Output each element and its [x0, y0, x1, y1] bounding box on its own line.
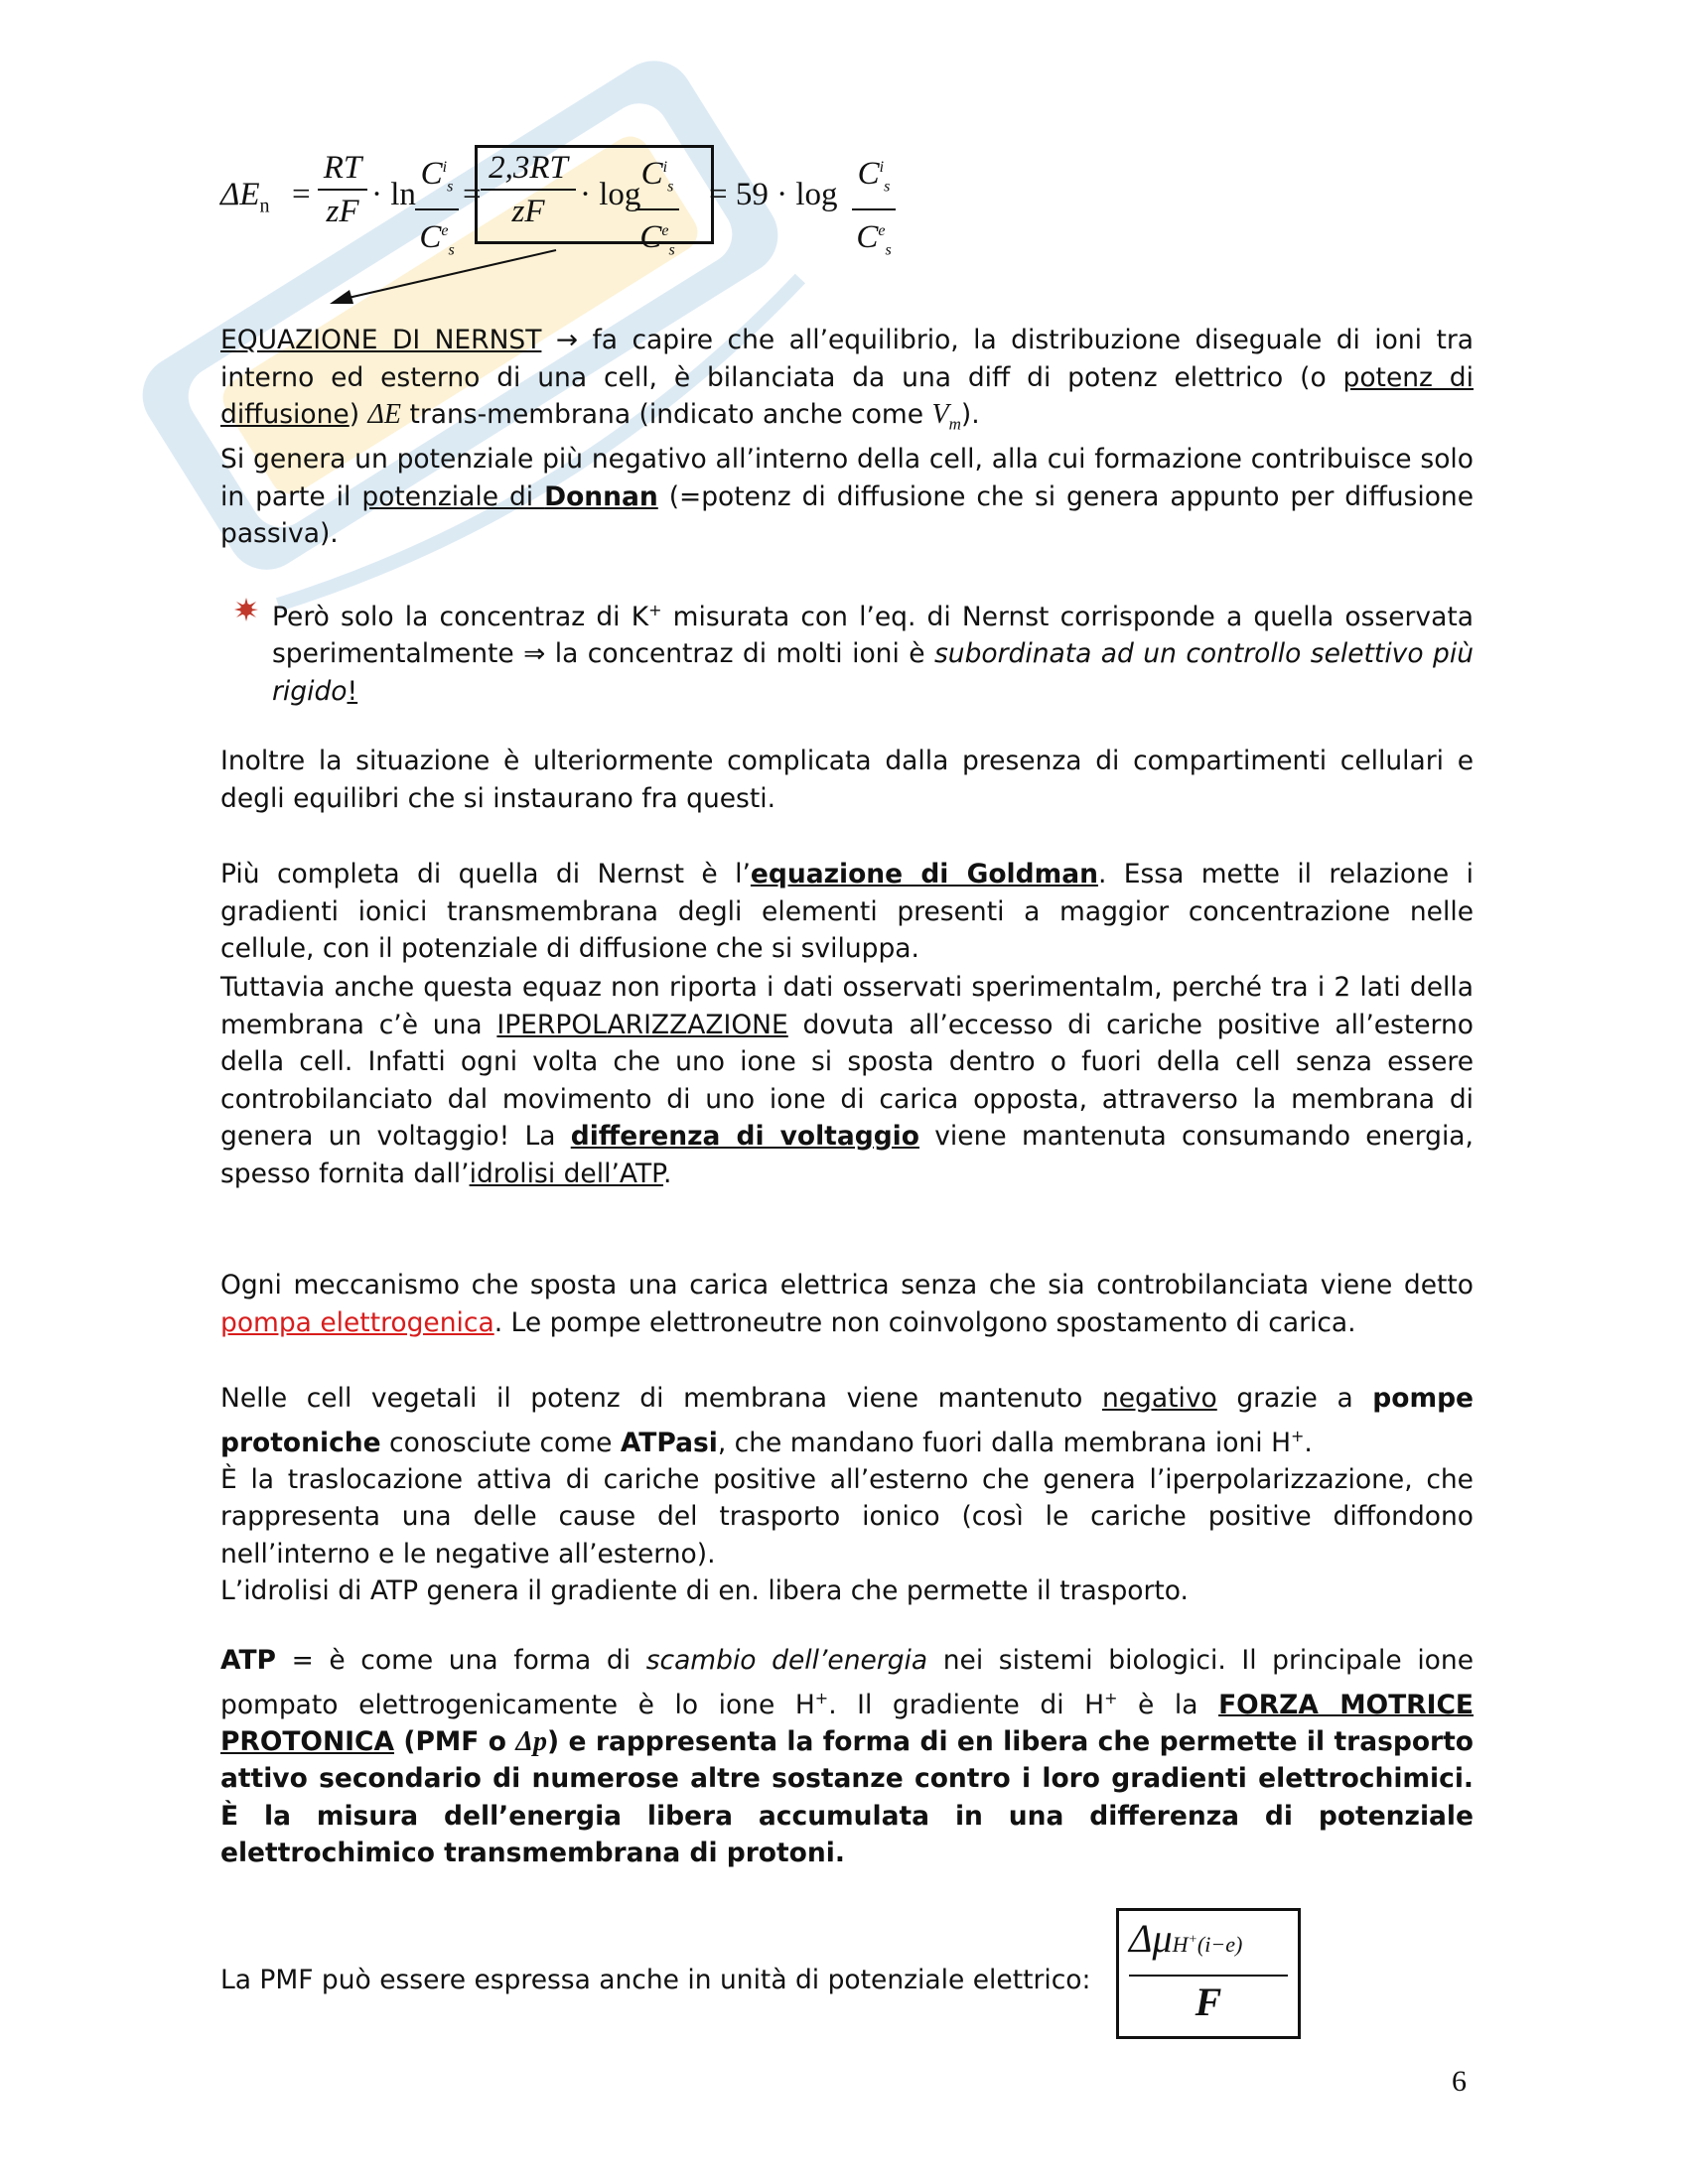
pmf-formula-box — [1116, 1908, 1301, 2039]
eq-frac-conc-3: $C^i_s$ $C^e_s$ — [852, 149, 896, 269]
pmf-fraction-bar — [1129, 1975, 1288, 1977]
eq-log: · log — [580, 177, 641, 212]
eq-frac-rt-zf: RT zF — [318, 149, 367, 230]
pmf-numerator: ΔμH+(i−e) — [1129, 1916, 1243, 1961]
eq-equals-2: = — [463, 177, 482, 212]
eq-59-log: = 59 · log — [709, 177, 838, 212]
atp-pmf-paragraph: ATP = è come una forma di scambio dell’energia nei sistemi biologici. Il principale ione pompato elettrogenicamente è lo ione H+. Il gradiente di H+ è la FORZA MOTRICE PROTONICA (PMF o Δp) e rappresenta la forma di en libera che permette il trasporto attivo secondario di numerose altre sostanze contro i loro gradienti elettrochimici. È la misura dell’energia libera accumulata in una differenza di potenziale elettrochimico transmembrana di protoni. — [220, 1645, 1475, 1869]
eq-frac-conc-2: $C^i_s$ $C^e_s$ — [635, 149, 679, 269]
hyperpolarization-paragraph: Tuttavia anche questa equaz non riporta i dati osservati sperimentalm, perché tra i 2 lati della membrana c’è una IPERPOLARIZZAZIONE dovuta all’eccesso di cariche positive all’esterno della cell. Infatti ogni volta che uno ione si sposta dentro o fuori della cell senza essere controbilanciato dal movimento di uno ione di carica opposta, attraverso la membrana di genera un voltaggio! La differenza di voltaggio viene mantenuta consumando energia, spesso fornita dall’idrolisi dell’ATP. — [220, 972, 1475, 1189]
eq-ln: · ln — [371, 177, 416, 212]
page-number: 6 — [1452, 2065, 1467, 2098]
electrogenic-pump-term: pompa elettrogenica — [220, 1306, 494, 1338]
pointer-arrow-icon — [318, 248, 576, 318]
eq-equals: = — [292, 177, 311, 212]
bullet-text: Però solo la concentraz di K+ misurata con l’eq. di Nernst corrisponde a quella osservata sperimentalmente ⇒ la concentraz di molti ioni è subordinata ad un controllo selettivo più rigido! — [272, 601, 1474, 707]
proton-pumps-paragraph: Nelle cell vegetali il potenz di membrana viene mantenuto negativo grazie a pompe protoniche conosciute come ATPasi, che mandano fuori dalla membrana ioni H+. È la traslocazione attiva di cariche positive all’esterno che genera l’iperpolarizzazione, che rappresenta una delle cause del trasporto ionico (così le cariche positive diffondono nell’interno e le negative all’esterno). L’idrolisi di ATP genera il gradiente di en. libera che permette il trasporto. — [220, 1383, 1475, 1607]
nernst-paragraph: EQUAZIONE DI NERNST → fa capire che all’equilibrio, la distribuzione diseguale di ioni tra interno ed esterno di una cell, è bilanciata da una diff di potenz elettrico (o potenz di diffusione) ΔE trans-membrana (indicato anche come $V_m$). — [220, 325, 1474, 434]
eq-frac-conc-1: $C^i_s$ $C^e_s$ — [415, 149, 459, 269]
donnan-paragraph: Si genera un potenziale più negativo all’interno della cell, alla cui formazione contribuisce solo in parte il potenziale di Donnan (=potenz di diffusione che si genera appunto per diffusione passiva). — [220, 444, 1475, 549]
eq-lhs: $\Delta E_n$ — [220, 177, 270, 217]
electrogenic-pump-paragraph: Ogni meccanismo che sposta una carica elettrica senza che sia controbilanciata viene detto pompa elettrogenica. Le pompe elettroneutre non coinvolgono spostamento di carica. — [220, 1270, 1474, 1338]
pmf-denominator: F — [1195, 1979, 1222, 2024]
goldman-paragraph: Più completa di quella di Nernst è l’equazione di Goldman. Essa mette il relazione i gradienti ionici transmembrana degli elementi presenti a maggior concentrazione nelle cellule, con il potenziale di diffusione che si sviluppa. — [220, 859, 1474, 964]
starburst-bullet-icon — [234, 598, 258, 621]
eq-frac-23rt-zf: 2,3RT zF — [481, 149, 576, 230]
pmf-units-sentence: La PMF può essere espressa anche in unità di potenziale elettrico: — [220, 1965, 1091, 1995]
compartments-paragraph: Inoltre la situazione è ulteriormente complicata dalla presenza di compartimenti cellulari e degli equilibri che si instaurano fra questi. — [220, 746, 1474, 814]
